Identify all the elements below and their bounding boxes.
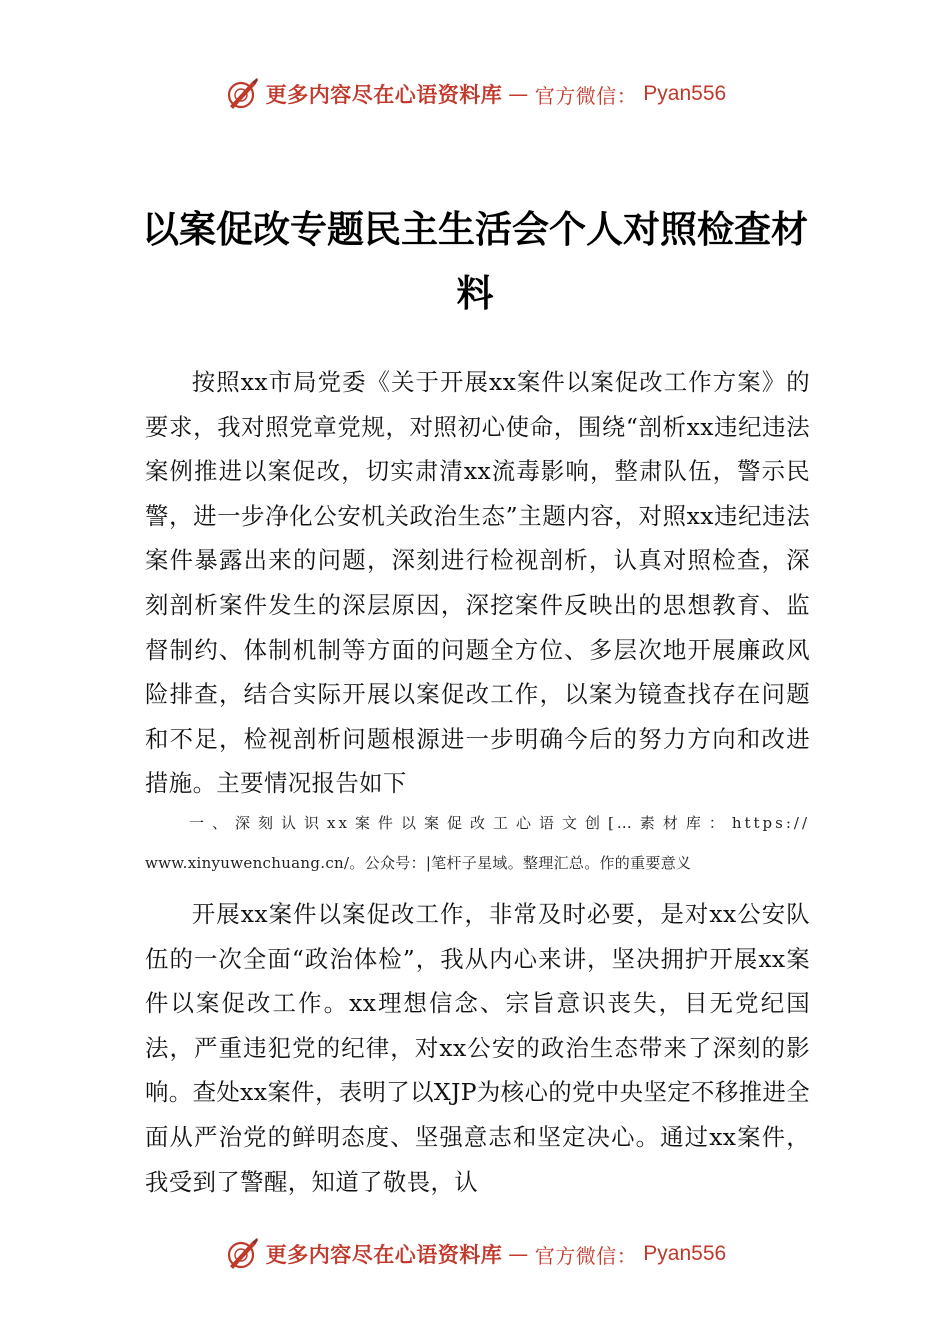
watermark-separator: — [508, 82, 529, 106]
section-heading [145, 812, 810, 874]
section-heading-line-1: 一、深刻认识xx案件以案促改工心语文创[…素材库：https:// [189, 814, 810, 832]
body-paragraph-2 [145, 892, 810, 1204]
watermark-banner-bottom [0, 1232, 950, 1276]
section-heading-line-2: www.xinyuwenchuang.cn/。公众号：|笔杆子星域。整理汇总。作的重要意义 [145, 854, 692, 872]
watermark-sub-text: 官方微信： [534, 1243, 638, 1268]
watermark-main-text: 更多内容尽在心语资料库 [265, 1242, 503, 1267]
paragraph-text: 开展xx案件以案促改工作，非常及时必要，是对xx公安队伍的一次全面“政治体检”，我从内心来讲，坚决拥护开展xx案件以案促改工作。xx理想信念、宗旨意识丧失，目无党纪国法，严重违犯党的纪律，对xx公安的政治生态带来了深刻的影响。查处xx案件，表明了以XJP为核心的党中央坚定不移推进全面从严治党的鲜明态度、坚强意志和坚定决心。通过xx案件，我受到了警醒，知道了敬畏，认 [145, 900, 810, 1196]
watermark-wechat-id: Pyan556 [643, 82, 727, 105]
watermark-separator: — [508, 1242, 529, 1266]
watermark-wechat-id: Pyan556 [643, 1242, 727, 1265]
pen-logo-icon [224, 76, 260, 112]
watermark-main-text: 更多内容尽在心语资料库 [265, 82, 503, 107]
watermark-sub-text: 官方微信： [534, 83, 638, 108]
watermark-banner-top [0, 72, 950, 116]
body-paragraph-1 [145, 360, 810, 806]
pen-logo-icon [224, 1236, 260, 1272]
paragraph-text: 按照xx市局党委《关于开展xx案件以案促改工作方案》的要求，我对照党章党规，对照初心使命，围绕“剖析xx违纪违法案例推进以案促改，切实肃清xx流毒影响，整肃队伍，警示民警，进一步净化公安机关政治生态”主题内容，对照xx违纪违法案件暴露出来的问题，深刻进行检视剖析，认真对照检查，深刻剖析案件发生的深层原因，深挖案件反映出的思想教育、监督制约、体制机制等方面的问题全方位、多层次地开展廉政风险排查，结合实际开展以案促改工作，以案为镜查找存在问题和不足，检视剖析问题根源进一步明确今后的努力方向和改进措施。主要情况报告如下 [145, 368, 810, 798]
document-title: 以案促改专题民主生活会个人对照检查材料 [142, 208, 808, 315]
